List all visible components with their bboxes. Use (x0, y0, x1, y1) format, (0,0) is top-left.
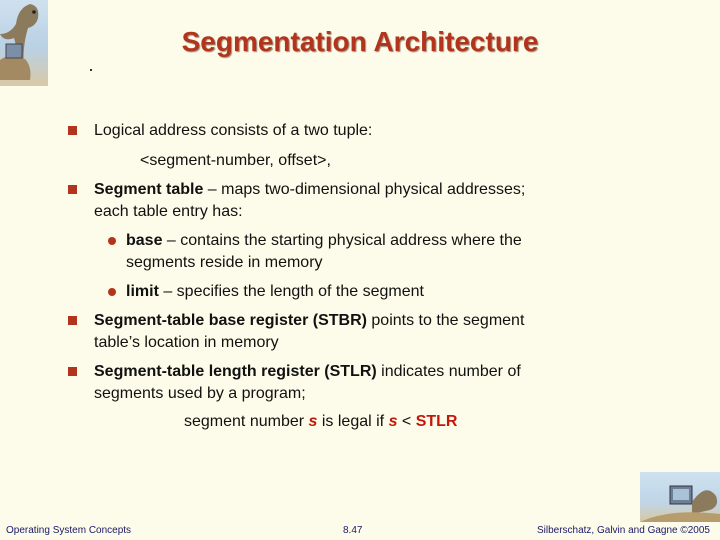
bullet-2-line1 (94, 179, 525, 201)
footer-book-title: Operating System Concepts (6, 525, 132, 536)
bullet-circle-icon (108, 288, 116, 296)
legal-s-2: s (388, 413, 398, 430)
bullet-1-text: Logical address consists of a two tuple: (94, 122, 373, 139)
stbr-term: Segment-table base register (STBR) (94, 312, 367, 329)
bullet-3-line2: table’s location in memory (94, 334, 279, 351)
bullet-4-line2: segments used by a program; (94, 385, 306, 402)
bullet-3-line1 (94, 310, 524, 332)
footer-page-number: 8.47 (343, 525, 363, 536)
legal-lt: < (397, 413, 416, 430)
limit-term: limit (126, 283, 159, 300)
stlr-term: Segment-table length register (STLR) (94, 363, 377, 380)
sub-1-line2: segments reside in memory (126, 254, 323, 271)
legal-s-1: s (308, 413, 318, 430)
sub-1-rest: – contains the starting physical address where the (162, 232, 522, 249)
legal-pre: segment number (184, 413, 309, 430)
bullet-2-rest: – maps two-dimensional physical addresses; (203, 181, 526, 198)
legal-mid: is legal if (317, 413, 389, 430)
bullet-circle-icon (108, 237, 116, 245)
legal-stlr: STLR (415, 413, 458, 430)
sub-1-line1 (126, 230, 522, 252)
bullet-4-line1 (94, 361, 521, 383)
slide-title: Segmentation Architecture (181, 26, 539, 57)
base-term: base (126, 232, 163, 249)
tuple-text: <segment-number, offset>, (140, 152, 331, 169)
sub-2-rest: – specifies the length of the segment (158, 283, 424, 300)
bullet-square-icon (68, 185, 77, 194)
decor-dot (90, 69, 92, 71)
segment-table-term: Segment table (94, 181, 204, 198)
bullet-square-icon (68, 316, 77, 325)
bullet-3-rest: points to the segment (366, 312, 525, 329)
bullet-4-rest: indicates number of (376, 363, 521, 380)
sub-2-line (126, 281, 424, 303)
bullet-square-icon (68, 367, 77, 376)
bullet-2-line2: each table entry has: (94, 203, 243, 220)
bullet-square-icon (68, 126, 77, 135)
footer-copyright: Silberschatz, Galvin and Gagne ©2005 (536, 525, 710, 536)
dinosaur-computer-icon (640, 472, 720, 522)
legal-condition (184, 411, 457, 433)
